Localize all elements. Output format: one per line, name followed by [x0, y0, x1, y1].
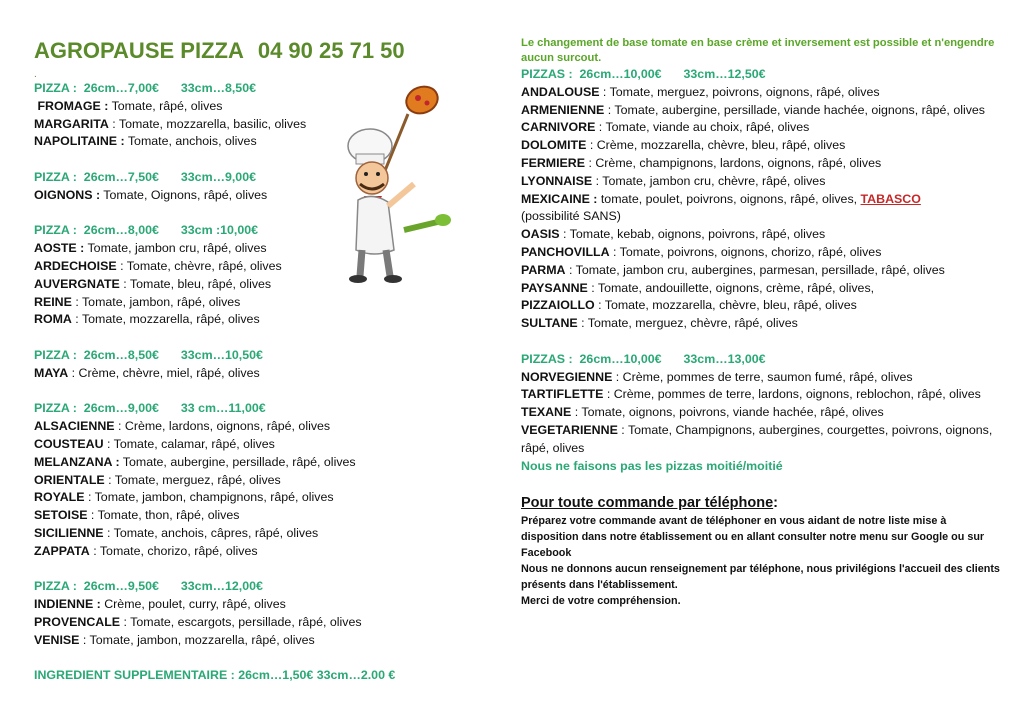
- menu-item: PAYSANNE : Tomate, andouillette, oignons, crème, râpé, olives,: [521, 280, 875, 295]
- menu-item: VENISE : Tomate, jambon, mozzarella, râpé, olives: [34, 632, 315, 647]
- price-header: PIZZA : 26cm…8,50€ 33cm…10,50€: [34, 347, 263, 362]
- menu-item: MAYA : Crème, chèvre, miel, râpé, olives: [34, 365, 260, 380]
- price-header: PIZZA : 26cm…9,00€ 33 cm…11,00€: [34, 401, 266, 416]
- menu-item: FERMIERE : Crème, champignons, lardons, oignons, râpé, olives: [521, 155, 882, 170]
- menu-item: TARTIFLETTE : Crème, pommes de terre, lardons, oignons, reblochon, râpé, olives: [521, 387, 981, 402]
- menu-item: ROMA : Tomate, mozzarella, râpé, olives: [34, 312, 260, 327]
- base-change-note: Le changement de base tomate en base crème et inversement est possible et n'engendre aucun surcout.: [521, 37, 995, 64]
- menu-item: COUSTEAU : Tomate, calamar, râpé, olives: [34, 436, 275, 451]
- menu-item: FROMAGE : Tomate, râpé, olives: [37, 98, 223, 113]
- menu-item: PROVENCALE : Tomate, escargots, persillade, râpé, olives: [34, 614, 362, 629]
- menu-item: INDIENNE : Crème, poulet, curry, râpé, olives: [34, 597, 286, 612]
- no-half-note: Nous ne faisons pas les pizzas moitié/moitié: [521, 458, 783, 473]
- menu-item: ROYALE : Tomate, jambon, champignons, râpé, olives: [34, 490, 334, 505]
- menu-item: VEGETARIENNE : Tomate, Champignons, aubergines, courgettes, poivrons, oignons, râpé, olives: [521, 422, 993, 455]
- menu-item: SICILIENNE : Tomate, anchois, câpres, râpé, olives: [34, 525, 319, 540]
- price-header: PIZZA : 26cm…8,00€ 33cm :10,00€: [34, 223, 259, 238]
- menu-item: LYONNAISE : Tomate, jambon cru, chèvre, râpé, olives: [521, 173, 826, 188]
- price-header: PIZZA : 26cm…7,50€ 33cm…9,00€: [34, 169, 256, 184]
- price-header: PIZZAS : 26cm…10,00€ 33cm…12,50€: [521, 67, 766, 81]
- menu-item: MEXICAINE : tomate, poulet, poivrons, oignons, râpé, olives, TABASCO: [521, 191, 921, 206]
- marker-dot: .: [34, 69, 37, 80]
- menu-item: AUVERGNATE : Tomate, bleu, râpé, olives: [34, 276, 272, 291]
- phone-order-text: Préparez votre commande avant de téléphoner en vous aidant de notre liste mise à disposition dans notre établissement ou en allant consulter notre menu sur Google ou sur Facebook: [521, 515, 985, 560]
- menu-item: ARMENIENNE : Tomate, aubergine, persillade, viande hachée, oignons, râpé, olives: [521, 102, 985, 117]
- menu-item: PIZZAIOLLO : Tomate, mozzarella, chèvre, bleu, râpé, olives: [521, 298, 857, 313]
- left-menu-column: [34, 80, 494, 685]
- right-menu-column: [521, 36, 1001, 609]
- menu-item: SETOISE : Tomate, thon, râpé, olives: [34, 508, 240, 523]
- menu-item: ZAPPATA : Tomate, chorizo, râpé, olives: [34, 543, 258, 558]
- menu-item: ALSACIENNE : Crème, lardons, oignons, râpé, olives: [34, 419, 331, 434]
- page-title: [34, 38, 405, 64]
- phone-order-thanks: Merci de votre compréhension.: [521, 595, 681, 608]
- phone-order-text: Nous ne donnons aucun renseignement par téléphone, nous privilégions l'accueil des clients présents dans l'établissement.: [521, 563, 1000, 592]
- phone-order-heading: Pour toute commande par téléphone:: [521, 495, 779, 512]
- menu-item: SULTANE : Tomate, merguez, chèvre, râpé, olives: [521, 316, 798, 331]
- tabasco-label: TABASCO: [860, 191, 921, 206]
- menu-item-note: (possibilité SANS): [521, 209, 621, 224]
- price-header: PIZZAS : 26cm…10,00€ 33cm…13,00€: [521, 351, 766, 366]
- menu-item: OASIS : Tomate, kebab, oignons, poivrons, râpé, olives: [521, 227, 826, 242]
- menu-item: NORVEGIENNE : Crème, pommes de terre, saumon fumé, râpé, olives: [521, 369, 913, 384]
- menu-item: AOSTE : Tomate, jambon cru, râpé, olives: [34, 241, 267, 256]
- menu-item: DOLOMITE : Crème, mozzarella, chèvre, bleu, râpé, olives: [521, 138, 846, 153]
- menu-item: ORIENTALE : Tomate, merguez, râpé, olives: [34, 472, 281, 487]
- menu-item: NAPOLITAINE : Tomate, anchois, olives: [34, 134, 257, 149]
- menu-item: PANCHOVILLA : Tomate, poivrons, oignons, chorizo, râpé, olives: [521, 244, 882, 259]
- supplement-price: INGREDIENT SUPPLEMENTAIRE : 26cm…1,50€ 33cm…2.00 €: [34, 668, 396, 683]
- menu-item: REINE : Tomate, jambon, râpé, olives: [34, 294, 241, 309]
- menu-item: TEXANE : Tomate, oignons, poivrons, viande hachée, râpé, olives: [521, 405, 884, 420]
- menu-item: PARMA : Tomate, jambon cru, aubergines, parmesan, persillade, râpé, olives: [521, 262, 945, 277]
- phone-number[interactable]: 04 90 25 71 50: [257, 38, 405, 63]
- menu-item: ANDALOUSE : Tomate, merguez, poivrons, oignons, râpé, olives: [521, 84, 880, 99]
- restaurant-name: AGROPAUSE PIZZA: [34, 38, 244, 63]
- menu-item: MELANZANA : Tomate, aubergine, persillade, râpé, olives: [34, 454, 356, 469]
- price-header: PIZZA : 26cm…9,50€ 33cm…12,00€: [34, 579, 263, 594]
- menu-item: ARDECHOISE : Tomate, chèvre, râpé, olives: [34, 258, 282, 273]
- menu-item: MARGARITA : Tomate, mozzarella, basilic, olives: [34, 116, 307, 131]
- price-header: PIZZA : 26cm…7,00€ 33cm…8,50€: [34, 81, 256, 95]
- menu-item: CARNIVORE : Tomate, viande au choix, râpé, olives: [521, 120, 810, 135]
- menu-item: OIGNONS : Tomate, Oignons, râpé, olives: [34, 187, 268, 202]
